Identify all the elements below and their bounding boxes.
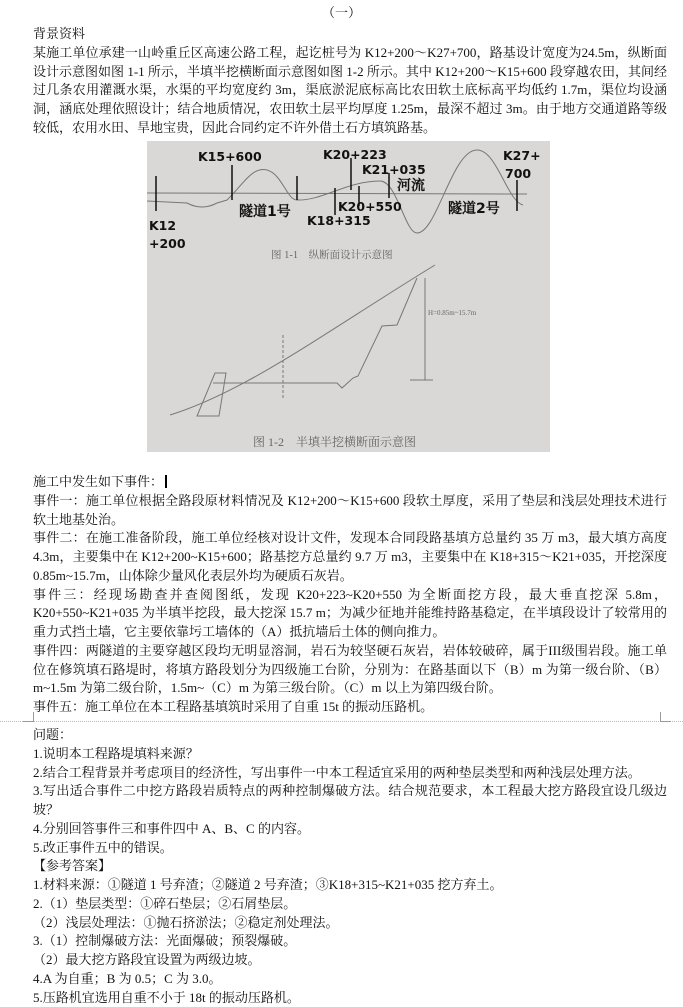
page-break-divider — [0, 721, 683, 722]
page-corner-mark-right — [660, 712, 671, 722]
questions-section — [33, 726, 667, 1007]
answer-4: 4.A 为自重；B 为 0.5；C 为 3.0。 — [33, 970, 667, 989]
tunnel-1-label: 隧道1号 — [239, 205, 291, 220]
section-title: （一） — [0, 4, 683, 22]
station-label-k27-suffix: 700 — [505, 166, 531, 181]
station-label-k21: K21+035 — [362, 162, 426, 177]
figure-caption-2: 图 1-2 半填半挖横断面示意图 — [253, 433, 416, 450]
text-cursor — [165, 475, 167, 488]
dimension-label: H=0.85m~15.7m — [428, 309, 476, 317]
station-label-k12-suffix: +200 — [149, 236, 186, 251]
station-label-k27: K27+ — [503, 148, 541, 163]
background-section — [33, 25, 667, 138]
tunnel-2-label: 隧道2号 — [448, 202, 500, 217]
figure-drawing — [147, 141, 550, 452]
station-label-k20-223: K20+223 — [323, 147, 387, 162]
answer-3-2: （2）最大挖方路段宜设置为两级边坡。 — [33, 951, 667, 970]
answers-heading: 【参考答案】 — [33, 857, 667, 876]
events-section — [33, 473, 667, 717]
answer-1: 1.材料来源：①隧道 1 号弃渣；②隧道 2 号弃渣；③K18+315~K21+035 挖方弃土。 — [33, 876, 667, 895]
figure-caption-1: 图 1-1 纵断面设计示意图 — [271, 247, 393, 262]
event-2: 事件二：在施工准备阶段，施工单位经核对设计文件，发现本合同段路基填方总量约 35 万 m3，最大填方高度 4.3m，主要集中在 K12+200~K15+600；路基挖方总量约 9.7 万 m3，主要集中在 K18+315～K21+035，开挖深度 0.85m~15.7m，山体除少量风化表层外均为硬质石灰岩。 — [33, 529, 667, 585]
answer-2-2: （2）浅层处理法：①抛石挤淤法；②稳定剂处理法。 — [33, 914, 667, 933]
question-3: 3.写出适合事件二中挖方路段岩质特点的两种控制爆破方法。结合规范要求，本工程最大挖方路段宜设几级边坡？ — [33, 782, 667, 820]
event-4: 事件四：两隧道的主要穿越区段均无明显溶洞，岩石为较坚硬石灰岩，岩体较破碎，属于III级围岩段。施工单位在修筑填石路堤时，将填方路段划分为四级施工台阶，分别为：在路基面以下（B）m 为第一级台阶、（B）m~1.5m 为第二级台阶，1.5m~（C）m 为第三级台阶。（C）m 以上为第四级台阶。 — [33, 642, 667, 698]
ground-line — [147, 193, 527, 194]
event-5: 事件五：施工单位在本工程路基填筑时采用了自重 15t 的振动压路机。 — [33, 698, 667, 717]
event-3: 事件三：经现场勘查并查阅图纸，发现 K20+223~K20+550 为全断面挖方段，最大垂直挖深 5.8m，K20+550~K21+035 为半填半挖段，最大挖深 15.7 m；为减少征地并能维持路基稳定，在半填段设计了较常用的重力式挡土墙，它主要依靠圬工墙体的（A）抵抗墙后土体的侧向推力。 — [33, 586, 667, 642]
answer-3-1: 3.（1）控制爆破方法：光面爆破；预裂爆破。 — [33, 932, 667, 951]
slope-line — [170, 265, 435, 415]
events-intro-text: 施工中发生如下事件： — [33, 474, 163, 489]
station-label-k15: K15+600 — [198, 149, 262, 164]
question-5: 5.改正事件五中的错误。 — [33, 839, 667, 858]
station-label-k12: K12 — [149, 218, 176, 233]
station-label-k20-550: K20+550 — [338, 199, 402, 214]
question-1: 1.说明本工程路堤填料来源？ — [33, 745, 667, 764]
background-heading: 背景资料 — [33, 25, 667, 44]
cross-section-line — [213, 278, 417, 388]
event-1: 事件一：施工单位根据全路段原材料情况及 K12+200～K15+600 段软土厚度，采用了垫层和浅层处理技术进行软土地基处治。 — [33, 492, 667, 530]
background-paragraph: 某施工单位承建一山岭重丘区高速公路工程，起讫桩号为 K12+200～K27+700，路基设计宽度为24.5m，纵断面设计示意图如图 1-1 所示，半填半挖横断面示意图如图 1-2 所示。其中 K12+200～K15+600 段穿越农田，其间经过几条农用灌溉水渠，水渠的平均宽度约 3m，渠底淤泥底标高比农田软土底标高平均低约 1.7m，渠位均设涵洞，涵底处理依照设计；结合地质情况，农田软土层平均厚度 1.25m，最深不超过 3m。由于地方交通道路等级较低，农用水田、旱地宝贵，因此合同约定不许外借土石方填筑路基。 — [33, 44, 667, 138]
question-4: 4.分别回答事件三和事件四中 A、B、C 的内容。 — [33, 820, 667, 839]
figure-image — [147, 141, 550, 452]
events-intro — [33, 473, 667, 492]
page-corner-mark-left — [23, 712, 34, 722]
river-label: 河流 — [397, 179, 425, 194]
answer-5: 5.压路机宜选用自重不小于 18t 的振动压路机。 — [33, 989, 667, 1007]
station-label-k18: K18+315 — [307, 213, 371, 228]
questions-heading: 问题： — [33, 726, 667, 745]
question-2: 2.结合工程背景并考虑项目的经济性，写出事件一中本工程适宜采用的两种垫层类型和两种浅层处理方法。 — [33, 764, 667, 783]
answer-2-1: 2.（1）垫层类型：①碎石垫层；②石屑垫层。 — [33, 895, 667, 914]
